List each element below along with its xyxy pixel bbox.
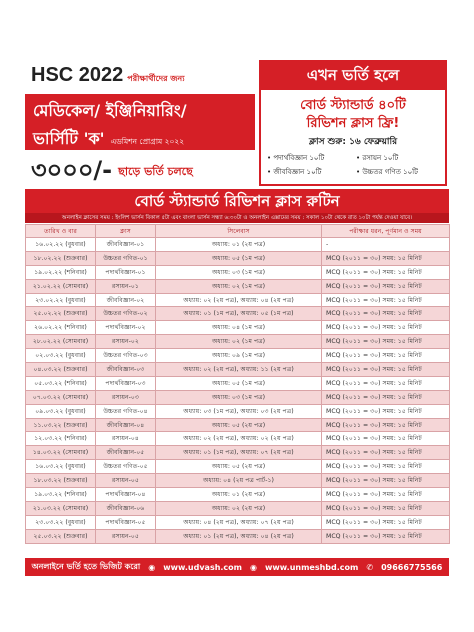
cell-class: জীববিজ্ঞান-০২: [96, 293, 156, 307]
cell-exam: MCQ (২০১১ = ৩০) সময়: ১৫ মিনিট: [322, 446, 450, 460]
cell-exam: MCQ (২০১১ = ৩০) সময়: ১৫ মিনিট: [322, 279, 450, 293]
program-name: এডমিশন প্রোগ্রাম ২০২২: [110, 137, 185, 146]
program-band-1: মেডিকেল/ ইঞ্জিনিয়ারিং/: [25, 94, 255, 122]
routine-body: [26, 238, 450, 544]
cell-date: ০৭.০৩.২২ (সোমবার): [26, 390, 96, 404]
cell-class: রসায়ন-০৫: [96, 529, 156, 543]
table-row: [26, 321, 450, 335]
program-band-2: [25, 122, 255, 150]
site-link-unmesh[interactable]: www.unmeshbd.com: [265, 562, 359, 572]
table-row: [26, 515, 450, 529]
cell-syllabus: অধ্যায়: ০১ (১ম পত্র), অধ্যায়: ০৭ (২য় পত্র): [156, 446, 322, 460]
cell-syllabus: অধ্যায়: ০২ (২য় পত্র), অধ্যায়: ১১ (২য় পত্র): [156, 363, 322, 377]
poster-header: [25, 56, 449, 186]
table-row: [26, 279, 450, 293]
offer-subject: • জীববিজ্ঞান ১০টি: [267, 168, 322, 176]
cell-date: ০৪.০৩.২২ (শুক্রবার): [26, 363, 96, 377]
cell-class: পদার্থবিজ্ঞান-০৪: [96, 488, 156, 502]
cell-syllabus: অধ্যায়: ০১ (১ম পত্র), অধ্যায়: ০৫ (১ম পত্র): [156, 307, 322, 321]
table-row: [26, 363, 450, 377]
cell-syllabus: অধ্যায়: ০৪ (২য় পত্র পার্ট-১): [156, 474, 322, 488]
cell-class: পদার্থবিজ্ঞান-০৩: [96, 376, 156, 390]
cell-class: রসায়ন-০২: [96, 335, 156, 349]
table-row: [26, 293, 450, 307]
table-row: [26, 335, 450, 349]
table-row: [26, 307, 450, 321]
cell-class: পদার্থবিজ্ঞান-০৫: [96, 515, 156, 529]
cell-syllabus: অধ্যায়: ০৫ (১ম পত্র): [156, 251, 322, 265]
offer-box: [259, 60, 447, 186]
cell-class: জীববিজ্ঞান-০৫: [96, 446, 156, 460]
cell-class: উচ্চতর গণিত-০২: [96, 307, 156, 321]
cell-date: ২৩.০২.২২ (বুধবার): [26, 293, 96, 307]
cell-exam: MCQ (২০১১ = ৩০) সময়: ১৫ মিনিট: [322, 404, 450, 418]
cell-class: উচ্চতর গণিত-০৫: [96, 460, 156, 474]
cell-syllabus: অধ্যায়: ০২ (১ম পত্র): [156, 335, 322, 349]
fee-row: [31, 152, 193, 192]
cell-syllabus: অধ্যায়: ০১ (২য় পত্র), অধ্যায়: ০৪ (২য় পত্র): [156, 529, 322, 543]
cell-date: ১৯.০৩.২২ (শনিবার): [26, 488, 96, 502]
cell-syllabus: অধ্যায়: ০২ (১ম পত্র): [156, 279, 322, 293]
cell-exam: MCQ (২০১১ = ৩০) সময়: ১৫ মিনিট: [322, 307, 450, 321]
cell-date: ২৫.০২.২২ (শুক্রবার): [26, 307, 96, 321]
header-exam: পরীক্ষার ধরন, পূর্ণমান ও সময়: [322, 225, 450, 238]
cell-date: ২৫.০৩.২২ (শুক্রবার): [26, 529, 96, 543]
cell-syllabus: অধ্যায়: ০৩ (১ম পত্র): [156, 265, 322, 279]
cell-exam: -: [322, 238, 450, 252]
cell-exam: MCQ (২০১১ = ৩০) সময়: ১৫ মিনিট: [322, 265, 450, 279]
cell-syllabus: অধ্যায়: ০২ (২য় পত্র): [156, 501, 322, 515]
header-syllabus: সিলেবাস: [156, 225, 322, 238]
cell-syllabus: অধ্যায়: ০২ (২য় পত্র), অধ্যায়: ০২ (২য় পত্র): [156, 432, 322, 446]
cell-class: রসায়ন-০১: [96, 279, 156, 293]
cell-date: ২৩.০৩.২২ (বুধবার): [26, 515, 96, 529]
table-row: [26, 501, 450, 515]
cell-date: ১৮.০২.২২ (শুক্রবার): [26, 251, 96, 265]
table-row: [26, 349, 450, 363]
cell-exam: MCQ (২০১১ = ৩০) সময়: ১৫ মিনিট: [322, 515, 450, 529]
cell-date: ১৬.০২.২২ (বুধবার): [26, 238, 96, 252]
cell-exam: MCQ (২০১১ = ৩০) সময়: ১৫ মিনিট: [322, 335, 450, 349]
site-link-udvash[interactable]: www.udvash.com: [163, 562, 243, 572]
offer-subject-list: [267, 152, 441, 178]
offer-line-2: রিভিশন ক্লাস ফ্রি!: [306, 116, 400, 131]
cell-exam: MCQ (২০১১ = ৩০) সময়: ১৫ মিনিট: [322, 293, 450, 307]
cell-class: পদার্থবিজ্ঞান-০১: [96, 265, 156, 279]
cell-date: ০২.০৩.২২ (বুধবার): [26, 349, 96, 363]
cell-exam: MCQ (২০১১ = ৩০) সময়: ১৫ মিনিট: [322, 432, 450, 446]
cell-exam: MCQ (২০১১ = ৩০) সময়: ১৫ মিনিট: [322, 474, 450, 488]
globe-icon: ◉: [148, 562, 156, 572]
cell-syllabus: অধ্যায়: ০৫ (২য় পত্র): [156, 418, 322, 432]
table-row: [26, 460, 450, 474]
table-row: [26, 238, 450, 252]
table-header-row: [26, 225, 450, 238]
table-row: [26, 376, 450, 390]
cell-date: ২১.০৩.২২ (সোমবার): [26, 501, 96, 515]
program-varsity: ভার্সিটি 'ক': [33, 129, 105, 148]
cell-syllabus: অধ্যায়: ০৪ (১ম পত্র): [156, 321, 322, 335]
cell-class: উচ্চতর গণিত-০১: [96, 251, 156, 265]
fee-amount: ৩০০০/-: [31, 156, 113, 184]
offer-subject: • রসায়ন ১০টি: [356, 154, 399, 162]
cell-class: রসায়ন-০৫: [96, 474, 156, 488]
table-row: [26, 432, 450, 446]
cell-date: ২১.০২.২২ (সোমবার): [26, 279, 96, 293]
cell-exam: MCQ (২০১১ = ৩০) সময়: ১৫ মিনিট: [322, 501, 450, 515]
cell-syllabus: অধ্যায়: ০৫ (১ম পত্র): [156, 376, 322, 390]
cell-date: ০৫.০৩.২২ (শনিবার): [26, 376, 96, 390]
routine-table: [25, 224, 450, 544]
cell-class: উচ্চতর গণিত-০৪: [96, 404, 156, 418]
cell-syllabus: অধ্যায়: ০৫ (২য় পত্র): [156, 460, 322, 474]
offer-heading: এখন ভর্তি হলে: [259, 60, 447, 90]
cell-exam: MCQ (২০১১ = ৩০) সময়: ১৫ মিনিট: [322, 251, 450, 265]
hsc-heading: [31, 64, 185, 87]
cell-exam: MCQ (২০১১ = ৩০) সময়: ১৫ মিনিট: [322, 460, 450, 474]
offer-subject: • উচ্চতর গণিত ১০টি: [356, 168, 418, 176]
table-row: [26, 404, 450, 418]
phone-icon: ✆: [366, 562, 374, 572]
routine-note: অনলাইন ক্লাসের সময় : ইংলিশ ভার্সন বিকাল ৫টা এবং বাংলা ভার্সন সন্ধ্যা ৬:৩০টা ও অনলাইন এক্সামের সময় : সকাল ১০টা থেকে রাত ১০টা পর্যন্ত দেওয়া যাবে।: [25, 213, 449, 223]
cell-exam: MCQ (২০১১ = ৩০) সময়: ১৫ মিনিট: [322, 418, 450, 432]
admission-poster: [25, 56, 449, 576]
table-row: [26, 529, 450, 543]
cell-date: ১২.০৩.২২ (শনিবার): [26, 432, 96, 446]
cell-exam: MCQ (২০১১ = ৩০) সময়: ১৫ মিনিট: [322, 363, 450, 377]
cell-date: ১৪.০৩.২২ (সোমবার): [26, 446, 96, 460]
table-row: [26, 390, 450, 404]
cell-exam: MCQ (২০১১ = ৩০) সময়: ১৫ মিনিট: [322, 349, 450, 363]
globe-icon: ◉: [250, 562, 257, 572]
cell-syllabus: অধ্যায়: ০১ (২য় পত্র): [156, 488, 322, 502]
footer-bar: [25, 558, 449, 576]
header-date: তারিখ ও বার: [26, 225, 96, 238]
cell-class: জীববিজ্ঞান-০৩: [96, 363, 156, 377]
class-start-date: ক্লাস শুরু: ১৬ ফেব্রুয়ারি: [308, 137, 398, 147]
routine-title: বোর্ড স্ট্যান্ডার্ড রিভিশন ক্লাস রুটিন: [25, 189, 449, 213]
cell-syllabus: অধ্যায়: ০২ (২য় পত্র), অধ্যায়: ০৪ (২য় পত্র): [156, 293, 322, 307]
phone-number[interactable]: 09666775566: [381, 562, 443, 572]
offer-subject: • পদার্থবিজ্ঞান ১০টি: [267, 154, 325, 162]
hsc-subtitle: পরীক্ষার্থীদের জন্য: [127, 74, 185, 83]
cell-exam: MCQ (২০১১ = ৩০) সময়: ১৫ মিনিট: [322, 488, 450, 502]
cell-class: রসায়ন-০৪: [96, 432, 156, 446]
cell-class: পদার্থবিজ্ঞান-০২: [96, 321, 156, 335]
cell-date: ১৬.০৩.২২ (বুধবার): [26, 460, 96, 474]
cell-exam: MCQ (২০১১ = ৩০) সময়: ১৫ মিনিট: [322, 390, 450, 404]
footer-cta: অনলাইনে ভর্তি হতে ভিজিট করো: [31, 561, 141, 571]
cell-syllabus: অধ্যায়: ০১ (২য় পত্র): [156, 238, 322, 252]
cell-syllabus: অধ্যায়: ০৯ (১ম পত্র): [156, 349, 322, 363]
cell-date: ০৯.০৩.২২ (বুধবার): [26, 404, 96, 418]
cell-class: জীববিজ্ঞান-০৪: [96, 418, 156, 432]
cell-date: ১৮.০৩.২২ (শুক্রবার): [26, 474, 96, 488]
table-row: [26, 446, 450, 460]
cell-date: ১১.০৩.২২ (শুক্রবার): [26, 418, 96, 432]
table-row: [26, 418, 450, 432]
offer-line-1: বোর্ড স্ট্যান্ডার্ড ৪০টি: [300, 98, 406, 113]
header-class: ক্লাস: [96, 225, 156, 238]
fee-discount-text: ছাড়ে ভর্তি চলছে: [118, 164, 193, 178]
cell-date: ২৮.০২.২২ (সোমবার): [26, 335, 96, 349]
table-row: [26, 474, 450, 488]
cell-date: ১৯.০২.২২ (শনিবার): [26, 265, 96, 279]
cell-exam: MCQ (২০১১ = ৩০) সময়: ১৫ মিনিট: [322, 376, 450, 390]
hsc-title: HSC 2022: [31, 64, 124, 86]
cell-date: ২৬.০২.২২ (শনিবার): [26, 321, 96, 335]
cell-class: জীববিজ্ঞান-০১: [96, 238, 156, 252]
table-row: [26, 251, 450, 265]
cell-class: রসায়ন-০৩: [96, 390, 156, 404]
cell-exam: MCQ (২০১১ = ৩০) সময়: ১৫ মিনিট: [322, 529, 450, 543]
cell-exam: MCQ (২০১১ = ৩০) সময়: ১৫ মিনিট: [322, 321, 450, 335]
cell-class: জীববিজ্ঞান-০৬: [96, 501, 156, 515]
table-row: [26, 488, 450, 502]
cell-class: উচ্চতর গণিত-০৩: [96, 349, 156, 363]
cell-syllabus: অধ্যায়: ০৩ (১ম পত্র): [156, 390, 322, 404]
table-row: [26, 265, 450, 279]
cell-syllabus: অধ্যায়: ০৪ (২য় পত্র), অধ্যায়: ০৭ (২য় পত্র): [156, 515, 322, 529]
cell-syllabus: অধ্যায়: ০৩ (১ম পত্র), অধ্যায়: ০৩ (২য় পত্র): [156, 404, 322, 418]
